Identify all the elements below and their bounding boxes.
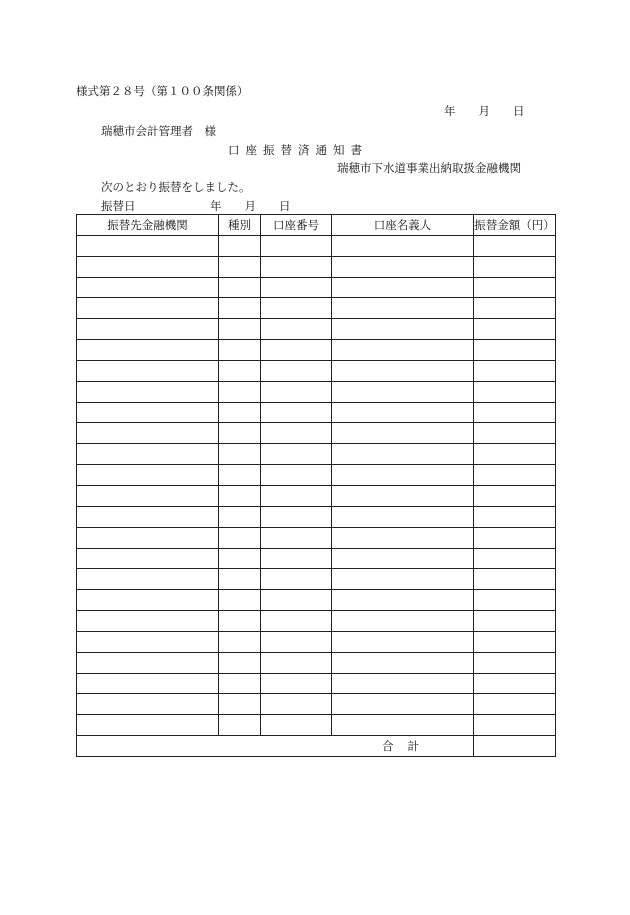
type-cell[interactable] [219, 256, 261, 277]
account-number-cell[interactable] [261, 485, 332, 506]
account-holder-cell[interactable] [332, 340, 474, 361]
account-holder-cell[interactable] [332, 673, 474, 694]
total-row [77, 736, 556, 757]
table-row [77, 569, 556, 590]
table-row [77, 506, 556, 527]
account-number-cell[interactable] [261, 652, 332, 673]
account-holder-cell[interactable] [332, 611, 474, 632]
type-cell[interactable] [219, 444, 261, 465]
table-row [77, 381, 556, 402]
bank-cell[interactable] [77, 590, 219, 611]
bank-cell[interactable] [77, 360, 219, 381]
account-number-cell[interactable] [261, 381, 332, 402]
table-row [77, 402, 556, 423]
date-line: 年 月 日 [444, 104, 525, 118]
header-type: 種別 [219, 215, 261, 236]
account-holder-cell[interactable] [332, 485, 474, 506]
account-number-cell[interactable] [261, 506, 332, 527]
account-holder-cell[interactable] [332, 631, 474, 652]
table-row [77, 694, 556, 715]
account-holder-cell[interactable] [332, 652, 474, 673]
amount-cell[interactable] [474, 694, 556, 715]
bank-cell[interactable] [77, 715, 219, 736]
account-holder-cell[interactable] [332, 381, 474, 402]
amount-cell[interactable] [474, 548, 556, 569]
bank-cell[interactable] [77, 485, 219, 506]
bank-cell[interactable] [77, 673, 219, 694]
bank-cell[interactable] [77, 611, 219, 632]
table-row [77, 611, 556, 632]
header-amount: 振替金額（円） [474, 215, 556, 236]
transfer-date-label: 振替日 [101, 199, 136, 213]
bank-cell[interactable] [77, 298, 219, 319]
amount-cell[interactable] [474, 444, 556, 465]
account-number-cell[interactable] [261, 256, 332, 277]
account-holder-cell[interactable] [332, 715, 474, 736]
type-cell[interactable] [219, 527, 261, 548]
bank-cell[interactable] [77, 569, 219, 590]
account-holder-cell[interactable] [332, 465, 474, 486]
amount-cell[interactable] [474, 631, 556, 652]
amount-cell[interactable] [474, 485, 556, 506]
type-cell[interactable] [219, 277, 261, 298]
type-cell[interactable] [219, 590, 261, 611]
amount-cell[interactable] [474, 381, 556, 402]
table-row [77, 277, 556, 298]
amount-cell[interactable] [474, 465, 556, 486]
bank-cell[interactable] [77, 277, 219, 298]
bank-cell[interactable] [77, 402, 219, 423]
amount-cell[interactable] [474, 590, 556, 611]
account-holder-cell[interactable] [332, 360, 474, 381]
table-row [77, 423, 556, 444]
amount-cell[interactable] [474, 298, 556, 319]
table-row [77, 715, 556, 736]
account-holder-cell[interactable] [332, 402, 474, 423]
table-row [77, 444, 556, 465]
type-cell[interactable] [219, 235, 261, 256]
table-row [77, 590, 556, 611]
account-number-cell[interactable] [261, 444, 332, 465]
account-holder-cell[interactable] [332, 506, 474, 527]
account-number-cell[interactable] [261, 631, 332, 652]
amount-cell[interactable] [474, 235, 556, 256]
table-row [77, 631, 556, 652]
account-number-cell[interactable] [261, 298, 332, 319]
account-number-cell[interactable] [261, 235, 332, 256]
bank-cell[interactable] [77, 548, 219, 569]
bank-cell[interactable] [77, 631, 219, 652]
amount-cell[interactable] [474, 611, 556, 632]
account-number-cell[interactable] [261, 715, 332, 736]
table-row [77, 548, 556, 569]
type-cell[interactable] [219, 340, 261, 361]
account-number-cell[interactable] [261, 423, 332, 444]
transfer-table [76, 214, 556, 757]
account-number-cell[interactable] [261, 277, 332, 298]
issuer-name: 瑞穂市下水道事業出納取扱金融機関 [337, 161, 521, 175]
bank-cell[interactable] [77, 444, 219, 465]
type-cell[interactable] [219, 423, 261, 444]
account-number-cell[interactable] [261, 611, 332, 632]
bank-cell[interactable] [77, 381, 219, 402]
total-label: 合計 [77, 736, 474, 757]
type-cell[interactable] [219, 631, 261, 652]
type-cell[interactable] [219, 298, 261, 319]
bank-cell[interactable] [77, 652, 219, 673]
account-holder-cell[interactable] [332, 569, 474, 590]
account-holder-cell[interactable] [332, 694, 474, 715]
bank-cell[interactable] [77, 256, 219, 277]
account-holder-cell[interactable] [332, 277, 474, 298]
account-holder-cell[interactable] [332, 235, 474, 256]
amount-cell[interactable] [474, 319, 556, 340]
account-number-cell[interactable] [261, 319, 332, 340]
account-holder-cell[interactable] [332, 527, 474, 548]
account-holder-cell[interactable] [332, 319, 474, 340]
header-bank: 振替先金融機関 [77, 215, 219, 236]
type-cell[interactable] [219, 485, 261, 506]
bank-cell[interactable] [77, 319, 219, 340]
table-row [77, 465, 556, 486]
type-cell[interactable] [219, 673, 261, 694]
table-row [77, 360, 556, 381]
amount-cell[interactable] [474, 652, 556, 673]
table-header-row [77, 215, 556, 236]
type-cell[interactable] [219, 381, 261, 402]
bank-cell[interactable] [77, 465, 219, 486]
account-holder-cell[interactable] [332, 256, 474, 277]
table-row [77, 652, 556, 673]
amount-cell[interactable] [474, 715, 556, 736]
amount-cell[interactable] [474, 402, 556, 423]
total-amount-cell[interactable] [474, 736, 556, 757]
amount-cell[interactable] [474, 360, 556, 381]
type-cell[interactable] [219, 548, 261, 569]
account-holder-cell[interactable] [332, 444, 474, 465]
type-cell[interactable] [219, 360, 261, 381]
amount-cell[interactable] [474, 423, 556, 444]
type-cell[interactable] [219, 694, 261, 715]
type-cell[interactable] [219, 506, 261, 527]
bank-cell[interactable] [77, 235, 219, 256]
header-account-number: 口座番号 [261, 215, 332, 236]
amount-cell[interactable] [474, 569, 556, 590]
type-cell[interactable] [219, 611, 261, 632]
form-number: 様式第２８号（第１００条関係） [76, 84, 249, 98]
account-holder-cell[interactable] [332, 590, 474, 611]
bank-cell[interactable] [77, 694, 219, 715]
account-number-cell[interactable] [261, 548, 332, 569]
type-cell[interactable] [219, 652, 261, 673]
account-holder-cell[interactable] [332, 548, 474, 569]
account-holder-cell[interactable] [332, 298, 474, 319]
account-number-cell[interactable] [261, 590, 332, 611]
bank-cell[interactable] [77, 527, 219, 548]
document-title: 口座振替済通知書 [228, 143, 368, 157]
amount-cell[interactable] [474, 506, 556, 527]
type-cell[interactable] [219, 465, 261, 486]
table-row [77, 298, 556, 319]
account-holder-cell[interactable] [332, 423, 474, 444]
table-row [77, 319, 556, 340]
account-number-cell[interactable] [261, 694, 332, 715]
type-cell[interactable] [219, 319, 261, 340]
table-row [77, 527, 556, 548]
amount-cell[interactable] [474, 256, 556, 277]
header-account-holder: 口座名義人 [332, 215, 474, 236]
account-number-cell[interactable] [261, 465, 332, 486]
account-number-cell[interactable] [261, 673, 332, 694]
amount-cell[interactable] [474, 673, 556, 694]
account-number-cell[interactable] [261, 527, 332, 548]
bank-cell[interactable] [77, 506, 219, 527]
table-row [77, 235, 556, 256]
addressee: 瑞穂市会計管理者 様 [101, 124, 216, 138]
amount-cell[interactable] [474, 340, 556, 361]
account-number-cell[interactable] [261, 569, 332, 590]
type-cell[interactable] [219, 715, 261, 736]
account-number-cell[interactable] [261, 340, 332, 361]
table-row [77, 256, 556, 277]
statement-text: 次のとおり振替をしました。 [101, 180, 251, 194]
table-row [77, 485, 556, 506]
bank-cell[interactable] [77, 423, 219, 444]
type-cell[interactable] [219, 402, 261, 423]
table-row [77, 673, 556, 694]
transfer-date-blank: 年 月 日 [210, 199, 291, 213]
amount-cell[interactable] [474, 277, 556, 298]
account-number-cell[interactable] [261, 402, 332, 423]
account-number-cell[interactable] [261, 360, 332, 381]
type-cell[interactable] [219, 569, 261, 590]
amount-cell[interactable] [474, 527, 556, 548]
bank-cell[interactable] [77, 340, 219, 361]
table-row [77, 340, 556, 361]
